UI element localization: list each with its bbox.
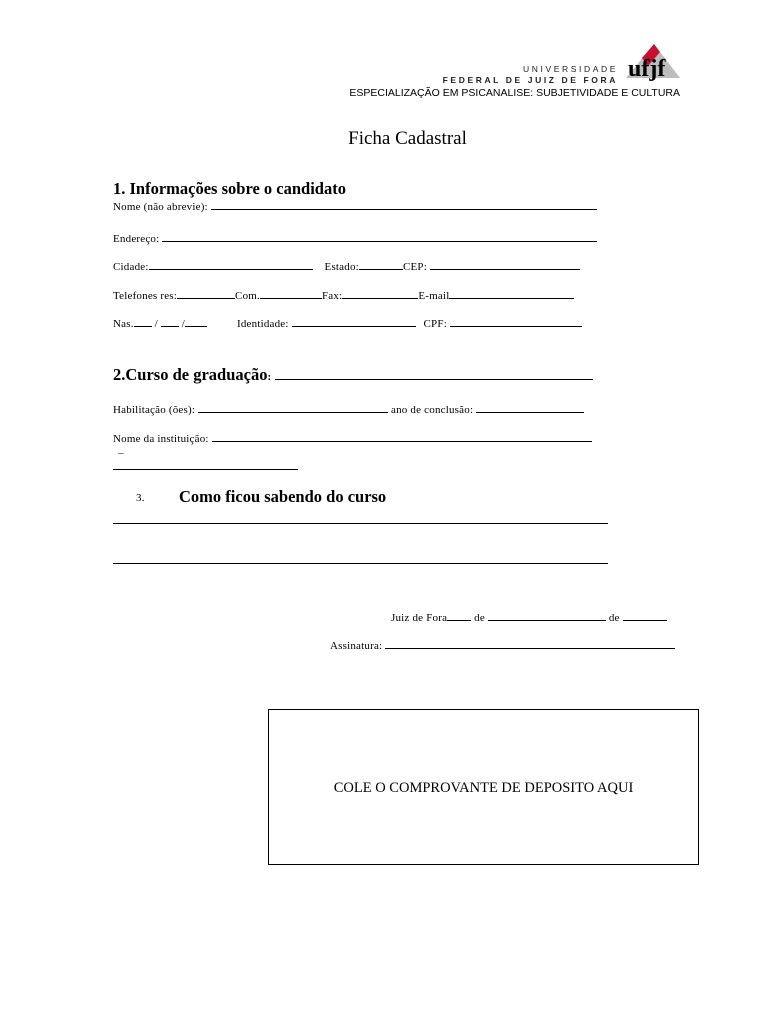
email-label: E-mail	[418, 290, 450, 302]
fax-field[interactable]	[342, 288, 418, 299]
ufjf-logo	[620, 40, 682, 82]
assinatura-field[interactable]	[385, 638, 675, 649]
como-soube-line-1[interactable]	[113, 523, 608, 524]
year-field[interactable]	[623, 610, 667, 621]
month-field[interactable]	[488, 610, 606, 621]
deposit-box-text: COLE O COMPROVANTE DE DEPOSITO AQUI	[333, 780, 634, 796]
assinatura-row	[330, 638, 675, 652]
estado-field[interactable]	[359, 259, 403, 270]
cidade-row	[113, 259, 580, 273]
telefone-com-field[interactable]	[260, 288, 322, 299]
telefones-label: Telefones res:	[113, 290, 178, 302]
date-row	[391, 610, 667, 624]
course-line: ESPECIALIZAÇÃO EM PSICANALISE: SUBJETIVIDADE E CULTURA	[349, 87, 680, 99]
telefones-row	[113, 288, 574, 302]
curso-field[interactable]	[275, 367, 593, 380]
section2-heading-row	[113, 365, 593, 385]
university-line2: FEDERAL DE JUIZ DE FORA	[442, 75, 618, 85]
nas-day-field[interactable]	[134, 316, 152, 327]
ano-label: ano de conclusão:	[391, 404, 474, 416]
habilitacao-field[interactable]	[198, 402, 388, 413]
section2-colon: :	[267, 371, 272, 383]
de-label-1: de	[474, 612, 485, 624]
city-label: Juiz de Fora	[391, 612, 448, 624]
cep-field[interactable]	[430, 259, 580, 270]
assinatura-label: Assinatura:	[330, 640, 383, 652]
nas-label: Nas.	[113, 318, 134, 330]
nas-month-field[interactable]	[161, 316, 179, 327]
instituicao-dash: –	[118, 447, 124, 459]
com-label: Com.	[235, 290, 260, 302]
ano-field[interactable]	[476, 402, 584, 413]
cpf-label: CPF:	[423, 318, 447, 330]
nome-label: Nome (não abrevie):	[113, 201, 208, 213]
identidade-label: Identidade:	[236, 318, 289, 330]
endereco-label: Endereço:	[113, 233, 160, 245]
habilitacao-label: Habilitação (ões):	[113, 404, 196, 416]
nas-slash-2: /	[181, 318, 186, 330]
cidade-field[interactable]	[149, 259, 313, 270]
como-soube-line-2[interactable]	[113, 563, 608, 564]
logo-text: ufjf	[628, 56, 666, 82]
de-label-2: de	[608, 612, 620, 624]
nome-field[interactable]	[211, 199, 597, 210]
deposit-box	[268, 709, 699, 865]
estado-label: Estado:	[324, 261, 359, 273]
nas-slash-1: /	[154, 318, 158, 330]
cep-label: CEP:	[402, 261, 427, 273]
nome-row	[113, 199, 597, 213]
habilitacao-row	[113, 402, 584, 416]
telefone-res-field[interactable]	[177, 288, 235, 299]
endereco-row	[113, 231, 597, 245]
instituicao-field[interactable]	[212, 431, 592, 442]
day-field[interactable]	[447, 610, 471, 621]
instituicao-field-continued[interactable]	[113, 469, 298, 470]
nascimento-row	[113, 316, 582, 330]
nas-year-field[interactable]	[185, 316, 207, 327]
section3-number: 3.	[136, 492, 145, 504]
section3-heading: Como ficou sabendo do curso	[179, 487, 387, 506]
fax-label: Fax:	[321, 290, 343, 302]
cpf-field[interactable]	[450, 316, 582, 327]
identidade-field[interactable]	[292, 316, 416, 327]
instituicao-row	[113, 431, 592, 445]
university-line1: UNIVERSIDADE	[523, 64, 618, 74]
endereco-field[interactable]	[162, 231, 597, 242]
email-field[interactable]	[449, 288, 574, 299]
instituicao-label: Nome da instituição:	[113, 433, 209, 445]
section1-heading: 1. Informações sobre o candidato	[113, 179, 346, 198]
section2-heading: 2.Curso de graduação	[113, 365, 268, 384]
university-name	[443, 64, 618, 86]
cidade-label: Cidade:	[113, 261, 149, 273]
page-title: Ficha Cadastral	[348, 128, 467, 149]
